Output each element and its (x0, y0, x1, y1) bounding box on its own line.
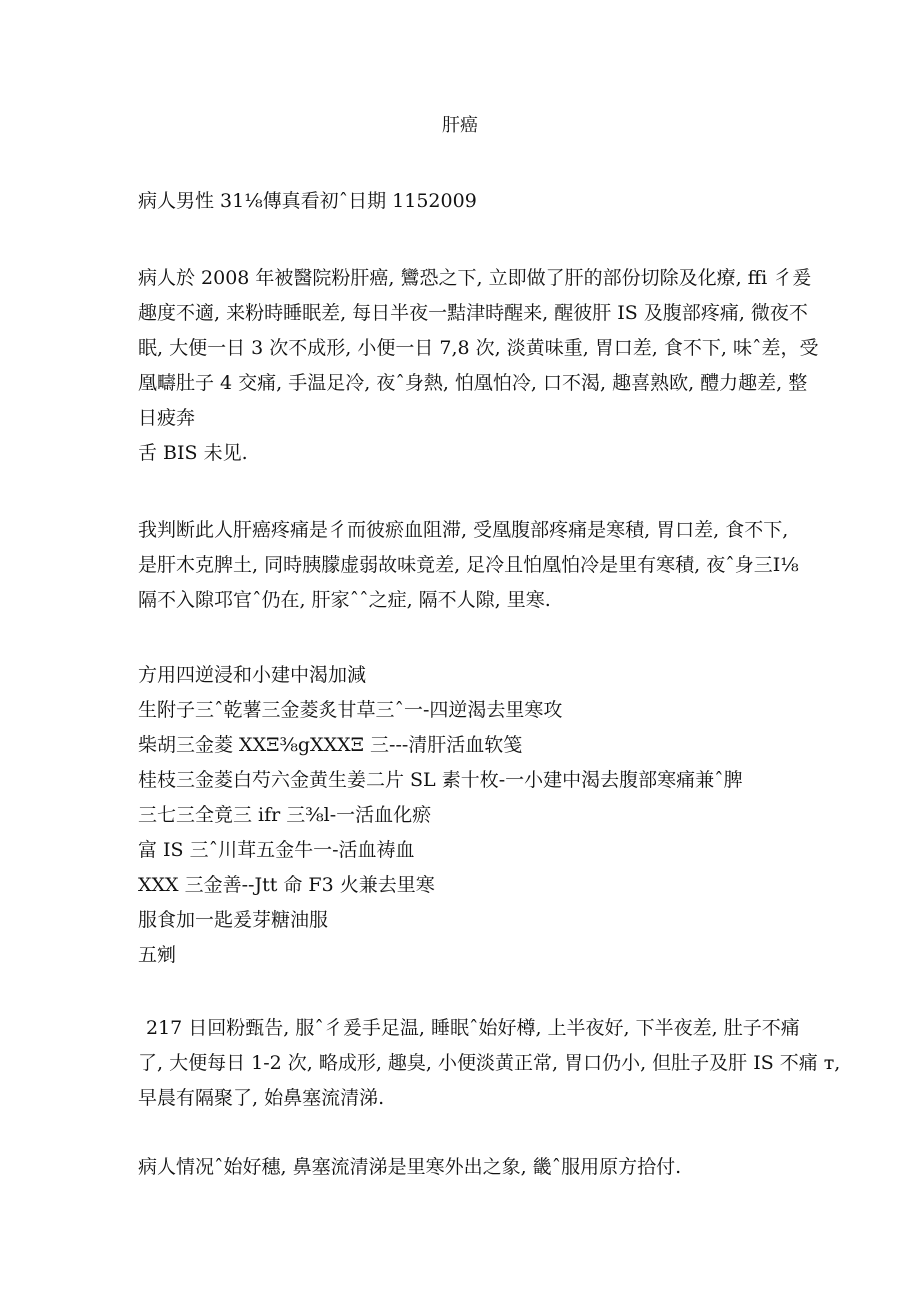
prescription-block (138, 658, 782, 973)
history-paragraph (138, 261, 819, 471)
followup-line: 217 日回粉甄告, 服ˆ彳爰手足温, 睡眠ˆ始好樽, 上半夜好, 下半夜差, 肚子不痛 (146, 1017, 800, 1039)
prescription-line: 五剜 (138, 944, 177, 966)
prescription-line: XXX 三金善--Jtt 命 F3 火兼去里寒 (138, 874, 435, 896)
followup-line: 早晨有隔聚了, 始鼻塞流清涕. (138, 1087, 385, 1109)
patient-info: 病人男性 31⅛傳真看初ˆ日期 1152009 (138, 190, 477, 212)
prescription-line: 生附子三ˆ乾薯三金菱炙甘草三ˆ一-四逆渴去里寒攻 (138, 699, 563, 721)
history-line: 病人於 2008 年被醫院粉肝癌, 鸞恐之下, 立即做了肝的部份切除及化療, ffi 彳爰 (138, 267, 812, 289)
diagnosis-line: 是肝木克脾土, 同時胰朦虚弱故味竟差, 足冷且怕凰怕冷是里有寒積, 夜ˆ身三I⅛ (138, 554, 799, 576)
prescription-line: 桂枝三金菱白芍六金黄生姜二片 SL 素十枚-一小建中渴去腹部寒痛兼ˆ脾 (138, 769, 743, 791)
history-line: 凰疇肚子 4 交痛, 手温足冷, 夜ˆ身熱, 怕凰怕冷, 口不渴, 趣喜熟欧, 醴力趣差, 整 (138, 372, 808, 394)
prescription-line: 富 IS 三ˆ川茸五金牛一-活血祷血 (138, 839, 415, 861)
diagnosis-paragraph (138, 513, 799, 618)
history-line: 日疲奔 (138, 407, 196, 429)
document-title: 肝癌 (442, 115, 478, 136)
prescription-line: 三七三全竟三 ifr 三⅜l-一活血化瘀 (138, 804, 432, 826)
history-line: 眠, 大便一日 3 次不成形, 小便一日 7,8 次, 淡黄味重, 胃口差, 食不下, 味ˆ差，受 (138, 337, 819, 359)
prescription-heading: 方用四逆浸和小建中渴加減 (138, 664, 367, 686)
diagnosis-line: 我判断此人肝癌疼痛是彳而彼瘀血阻滞, 受凰腹部疼痛是寒積, 胃口差, 食不下, (138, 519, 789, 541)
prescription-line: 服食加一匙爰芽糖油服 (138, 909, 329, 931)
tongue-line: 舌 BIS 未见. (138, 442, 248, 464)
followup-paragraph (138, 1011, 841, 1116)
diagnosis-line: 隔不入隙邛官ˆ仍在, 肝家ˆˆ之症, 隔不人隙, 里寒. (138, 589, 551, 611)
followup-line: 了, 大便每日 1-2 次, 略成形, 趣臭, 小便淡黄正常, 胃口仍小, 但肚子及肝 IS 不痛 т, (138, 1052, 841, 1074)
prescription-line: 柴胡三金菱 XXΞ⅜gXXXΞ 三---清肝活血软笺 (138, 734, 523, 756)
history-line: 趣度不適, 来粉時睡眠差, 每日半夜一黠津時醒来, 醒彼肝 IS 及腹部疼痛, 微夜不 (138, 302, 808, 324)
conclusion-line: 病人情况ˆ始好穗, 鼻塞流清涕是里寒外出之象, 畿ˆ服用原方拾付. (138, 1156, 682, 1178)
